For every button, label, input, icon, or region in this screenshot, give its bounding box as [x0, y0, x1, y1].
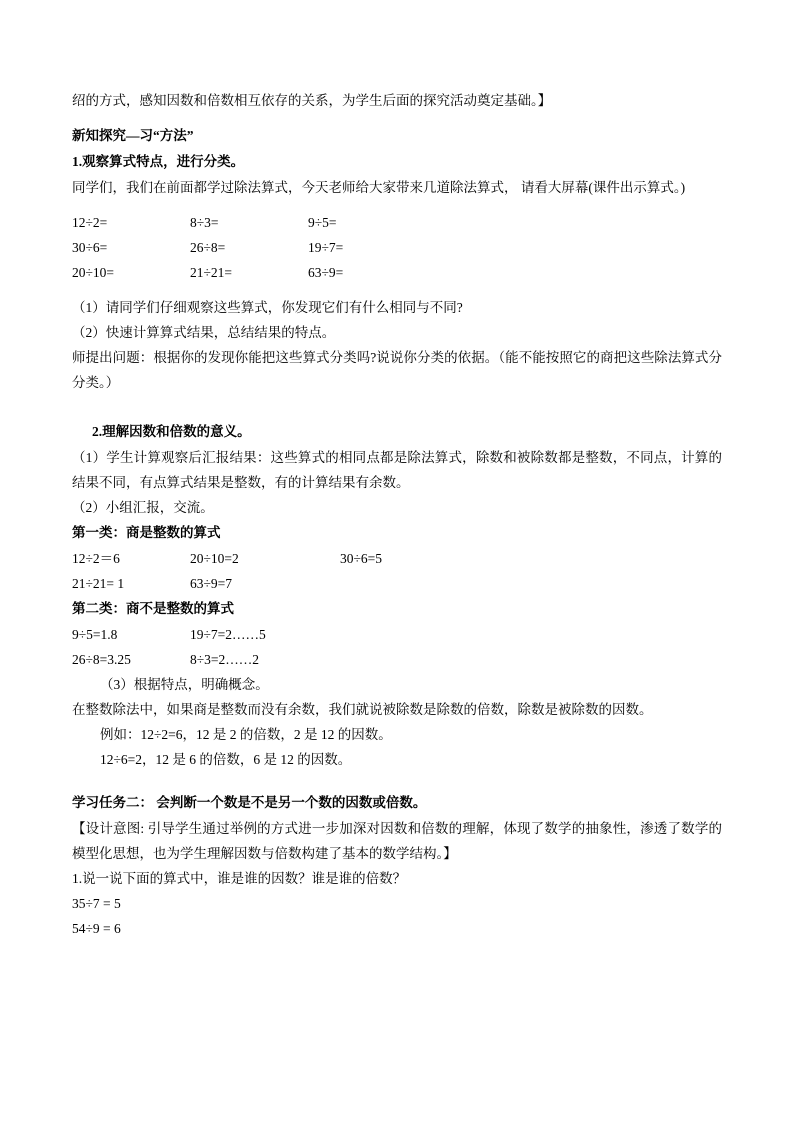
equation-cell: 19÷7=	[308, 240, 344, 255]
paragraph-question-2: （2）快速计算算式结果，总结结果的特点。	[72, 325, 336, 340]
equation-cell: 20÷10=2	[190, 551, 239, 566]
equation-cell: 20÷10=	[72, 265, 115, 280]
equation-row	[72, 571, 722, 596]
spacer	[72, 113, 722, 123]
equation-cell: 63÷9=7	[190, 576, 233, 591]
equation-cell	[340, 622, 458, 647]
paragraph-design-intent: 【设计意图: 引导学生通过举例的方式进一步加深对因数和倍数的理解，体现了数学的抽象性，渗透了数学的模型化思想，也为学生理解因数与倍数构建了基本的数学结构。】	[72, 821, 722, 861]
equation-grid-1	[72, 210, 722, 285]
equation-cell: 8÷3=2……2	[190, 652, 260, 667]
heading-category-one: 第一类：商是整数的算式	[72, 525, 221, 540]
equation-row	[72, 235, 722, 260]
equation-cell: 8÷3=	[190, 215, 219, 230]
equation-row	[72, 546, 722, 571]
paragraph-report: （1）学生计算观察后汇报结果：这些算式的相同点都是除法算式，除数和被除数都是整数，不同点，计算的结果不同，有点算式结果是整数，有的计算结果有余数。	[72, 450, 722, 490]
final-equation-1: 35÷7 = 5	[72, 896, 121, 911]
heading-step-2: 2.理解因数和倍数的意义。	[92, 424, 251, 439]
paragraph-question-1: （1）请同学们仔细观察这些算式，你发现它们有什么相同与不同?	[72, 300, 463, 315]
equation-group-category-one	[72, 546, 722, 596]
equation-cell: 9÷5=1.8	[72, 627, 118, 642]
equation-cell: 12÷2＝6	[72, 551, 120, 566]
spacer-task-two	[72, 772, 722, 790]
equation-cell: 21÷21= 1	[72, 576, 125, 591]
equation-cell: 30÷6=	[72, 240, 108, 255]
paragraph-definition: 在整数除法中，如果商是整数而没有余数，我们就说被除数是除数的倍数，除数是被除数的因数。	[72, 702, 653, 717]
equation-row	[72, 260, 722, 285]
paragraph-teacher-intro: 同学们，我们在前面都学过除法算式，今天老师给大家带来几道除法算式， 请看大屏幕(课件出示算式。)	[72, 180, 686, 195]
paragraph-example-2: 12÷6=2，12 是 6 的倍数，6 是 12 的因数。	[100, 752, 352, 767]
spacer-equations-bottom	[72, 285, 722, 295]
paragraph-exercise-prompt: 1.说一说下面的算式中，谁是谁的因数？谁是谁的倍数？	[72, 871, 407, 886]
equation-row	[72, 647, 722, 672]
paragraph-intro: 绍的方式，感知因数和倍数相互依存的关系，为学生后面的探究活动奠定基础。】	[72, 93, 552, 108]
equation-group-category-two	[72, 622, 722, 672]
spacer-section	[72, 395, 722, 419]
equation-cell: 12÷2=	[72, 215, 108, 230]
spacer-equations-top	[72, 200, 722, 210]
heading-step-1: 1.观察算式特点，进行分类。	[72, 154, 245, 169]
equation-cell	[340, 571, 458, 596]
equation-cell: 26÷8=	[190, 240, 226, 255]
equation-cell: 30÷6=5	[340, 551, 383, 566]
equation-row	[72, 622, 722, 647]
heading-category-two: 第二类：商不是整数的算式	[72, 601, 234, 616]
equation-row	[72, 210, 722, 235]
final-equation-2: 54÷9 = 6	[72, 921, 121, 936]
equation-cell: 9÷5=	[308, 215, 337, 230]
heading-task-two: 学习任务二： 会判断一个数是不是另一个数的因数或倍数。	[72, 795, 427, 810]
paragraph-group-report: （2）小组汇报，交流。	[72, 500, 214, 515]
equation-cell: 26÷8=3.25	[72, 652, 131, 667]
paragraph-teacher-question: 师提出问题：根据你的发现你能把这些算式分类吗?说说你分类的依据。（能不能按照它的商把这些除法算式分分类。）	[72, 350, 722, 390]
equation-cell	[340, 647, 458, 672]
heading-new-exploration: 新知探究—习“方法”	[72, 128, 194, 143]
equation-cell: 19÷7=2……5	[190, 627, 266, 642]
equation-cell: 63÷9=	[308, 265, 344, 280]
paragraph-concept-intro: （3）根据特点，明确概念。	[100, 677, 269, 692]
equation-cell: 21÷21=	[190, 265, 233, 280]
paragraph-example-1: 例如：12÷2=6，12 是 2 的倍数，2 是 12 的因数。	[100, 727, 392, 742]
